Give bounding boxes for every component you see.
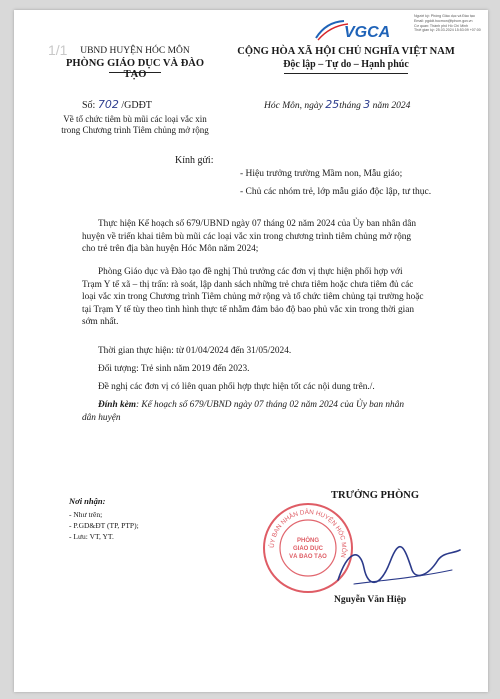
attachment-label: Đính kèm [98, 400, 136, 410]
date-day-handwritten: 25 [325, 98, 340, 111]
motto: Độc lập – Tự do – Hạnh phúc [283, 59, 409, 70]
agency-underline [109, 72, 161, 73]
signature-info-line: Thời gian ký: 25.03.2024 15:53:09 +07:00 [414, 28, 481, 33]
body-line: Thực hiện Kế hoạch số 679/UBND ngày 07 tháng 02 năm 2024 của Ủy ban nhân dân [98, 219, 416, 229]
implementation-time: Thời gian thực hiện: từ 01/04/2024 đến 31/05/2024. [98, 346, 292, 356]
noi-nhan-item: - Lưu: VT, YT. [69, 532, 114, 541]
docno-prefix: Số: [82, 100, 98, 111]
svg-text:VGCA: VGCA [344, 24, 391, 41]
recipient-item: - Chủ các nhóm trẻ, lớp mẫu giáo độc lập, tư thục. [240, 187, 432, 197]
agency-upper: UBND HUYỆN HÓC MÔN [80, 46, 190, 56]
noi-nhan-item: - Như trên; [69, 510, 103, 519]
document-page [14, 10, 488, 692]
document-subject [44, 114, 226, 136]
page-indicator: 1/1 [48, 42, 68, 58]
signer-name: Nguyễn Văn Hiệp [334, 595, 407, 605]
body-line: Phòng Giáo dục và Đào tạo đề nghị Thủ trưởng các đơn vị thực hiện phối hợp với [98, 267, 403, 277]
target-group: Đối tượng: Trẻ sinh năm 2019 đến 2023. [98, 364, 250, 374]
body-line: cho trẻ trên địa bàn huyện Hóc Môn năm 2024; [82, 244, 259, 255]
attachment-line [98, 400, 468, 410]
attachment-line-cont: dân huyện [82, 413, 121, 423]
docno-suffix: /GDĐT [118, 100, 152, 111]
date-prefix: Hóc Môn, ngày [264, 101, 326, 111]
signer-title: TRƯỞNG PHÒNG [331, 490, 419, 501]
subject-line: trong Chương trình Tiêm chủng mở rộng [61, 125, 209, 135]
date-mid: tháng [339, 101, 364, 111]
body-paragraph-cont [82, 279, 468, 329]
attachment-text: : Kế hoạch số 679/UBND ngày 07 tháng 02 năm 2024 của Ủy ban nhân [135, 400, 405, 410]
body-paragraph [98, 266, 468, 278]
noi-nhan-item: - P.GD&ĐT (TP, PTP); [69, 521, 139, 530]
body-paragraph-cont [82, 231, 468, 256]
seal-text: GIÁO DỤC [293, 546, 323, 552]
date-month-handwritten: 3 [363, 98, 371, 111]
recipient-item: - Hiệu trưởng trường Mầm non, Mẫu giáo; [240, 169, 403, 179]
handwritten-signature [334, 540, 464, 592]
motto-underline [284, 73, 408, 74]
recipients-label: Kính gửi: [175, 155, 214, 166]
seal-text: PHÒNG [296, 538, 320, 544]
subject-line: Về tổ chức tiêm bù mũi các loại vắc xin [63, 114, 207, 124]
signature-info [414, 14, 484, 33]
docno-handwritten: 702 [97, 98, 119, 111]
vgca-logo [314, 18, 402, 42]
body-line: sớm nhất. [82, 317, 119, 328]
agency-lower: PHÒNG GIÁO DỤC VÀ ĐÀO TẠO [65, 58, 205, 80]
body-line: huyện về triển khai tiêm bù mũi các loại vắc xin trong chương trình tiêm chủng mở rộng [82, 232, 412, 242]
signature-info-line: Email: pgddt.hocmon@tphcm.gov.vn [414, 18, 473, 23]
body-line: tại Trạm Y tế tùy theo tình hình thực tế nhằm đảm bảo độ bao phủ vắc xin trong thời gian [82, 304, 415, 315]
request-line: Đề nghị các đơn vị có liên quan phối hợp thực hiện tốt các nội dung trên./. [98, 382, 375, 392]
body-paragraph [98, 218, 468, 230]
date-suffix: năm 2024 [370, 101, 411, 111]
document-number [82, 98, 152, 111]
noi-nhan-label: Nơi nhận: [69, 496, 106, 506]
signature-info-line: Cơ quan: Thành phố Hồ Chí Minh [414, 23, 469, 28]
body-line: Trạm Y tế xã – thị trấn: rà soát, lập danh sách những trẻ chưa tiêm hoặc chưa tiêm đủ các [82, 280, 414, 290]
signature-info-line: Người ký: Phòng Giáo dục và Đào tạo [414, 14, 475, 18]
body-line: loại vắc xin trong Chương trình Tiêm chủng mở rộng và tổ chức tiêm chủng tại trường hoặc [82, 292, 424, 303]
seal-text: VÀ ĐÀO TẠO [289, 554, 327, 560]
seal-ring-text: ỦY BAN NHÂN DÂN HUYỆN HÓC MÔN [268, 508, 348, 559]
document-date [264, 98, 410, 111]
nation-title: CỘNG HÒA XÃ HỘI CHỦ NGHĨA VIỆT NAM [237, 46, 455, 57]
